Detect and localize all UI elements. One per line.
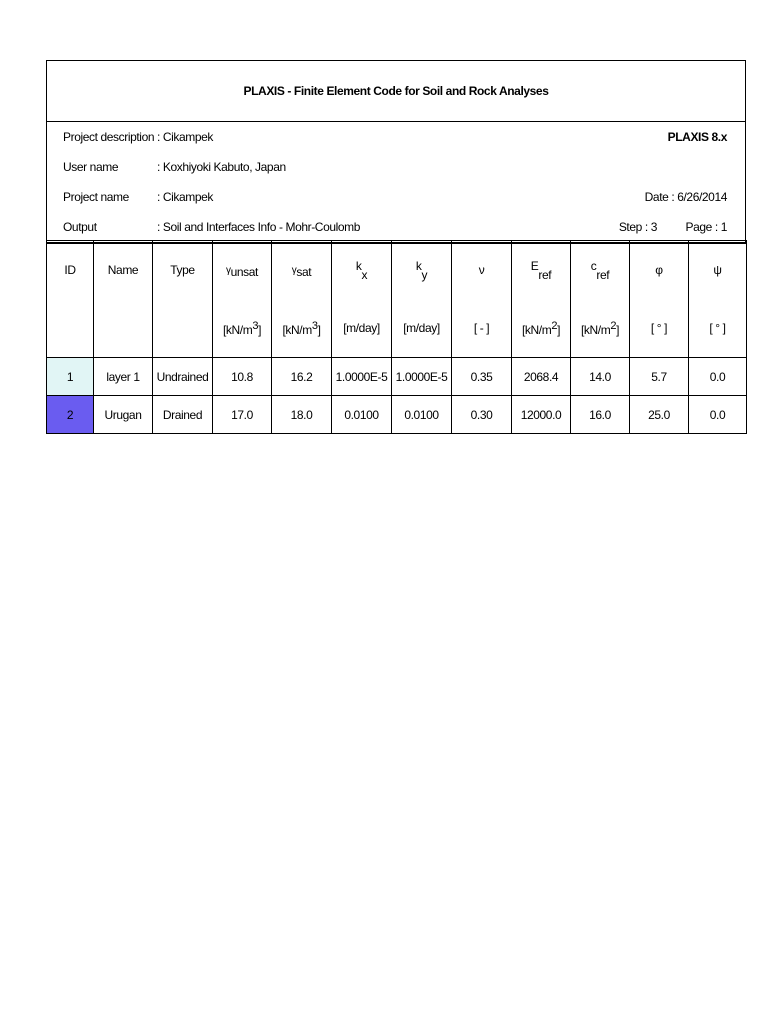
header-gamma-sat: γsat	[272, 241, 332, 300]
cell-id: 1	[47, 358, 94, 396]
report-date: Date : 6/26/2014	[644, 190, 727, 204]
info-value: : Koxhiyoki Kabuto, Japan	[157, 160, 286, 174]
cell-eref: 12000.0	[512, 396, 571, 434]
cell-cref: 14.0	[571, 358, 630, 396]
cell-ky: 1.0000E-5	[392, 358, 452, 396]
report-title: PLAXIS - Finite Element Code for Soil and Rock Analyses	[47, 61, 745, 122]
cell-gamma-sat: 18.0	[272, 396, 332, 434]
table-row	[47, 358, 747, 396]
info-label: Output	[63, 220, 97, 234]
header-type: Type	[153, 241, 213, 300]
plaxis-version: PLAXIS 8.x	[667, 130, 727, 144]
header-kx: kx	[332, 241, 392, 300]
cell-phi: 5.7	[630, 358, 689, 396]
report-step: Step : 3	[618, 220, 657, 234]
report-page: Page : 1	[685, 220, 727, 234]
info-project-description	[63, 128, 727, 146]
report-header	[46, 60, 746, 244]
cell-psi: 0.0	[689, 358, 747, 396]
unit-cref: [kN/m2]	[571, 299, 630, 358]
info-value: : Soil and Interfaces Info - Mohr-Coulomb	[157, 220, 361, 234]
info-user-name	[63, 158, 727, 176]
info-output	[63, 218, 727, 236]
unit-ky: [m/day]	[392, 299, 452, 358]
cell-psi: 0.0	[689, 396, 747, 434]
unit-eref: [kN/m2]	[512, 299, 571, 358]
cell-id: 2	[47, 396, 94, 434]
cell-eref: 2068.4	[512, 358, 571, 396]
unit-gamma-sat: [kN/m3]	[272, 299, 332, 358]
cell-type: Undrained	[153, 358, 213, 396]
unit-name	[94, 299, 153, 358]
header-nu: ν	[452, 241, 512, 300]
header-name: Name	[94, 241, 153, 300]
header-psi: ψ	[689, 241, 747, 300]
unit-phi: [ ° ]	[630, 299, 689, 358]
soil-properties-table	[46, 240, 747, 434]
info-label: User name	[63, 160, 119, 174]
cell-nu: 0.30	[452, 396, 512, 434]
info-project-name	[63, 188, 727, 206]
cell-gamma-unsat: 17.0	[213, 396, 272, 434]
cell-cref: 16.0	[571, 396, 630, 434]
unit-kx: [m/day]	[332, 299, 392, 358]
cell-gamma-sat: 16.2	[272, 358, 332, 396]
table-units-row	[47, 299, 747, 358]
table-header-row	[47, 241, 747, 300]
info-value: : Cikampek	[157, 130, 214, 144]
info-label: Project description	[63, 130, 155, 144]
cell-gamma-unsat: 10.8	[213, 358, 272, 396]
cell-nu: 0.35	[452, 358, 512, 396]
info-value: : Cikampek	[157, 190, 214, 204]
cell-kx: 0.0100	[332, 396, 392, 434]
cell-name: Urugan	[94, 396, 153, 434]
cell-ky: 0.0100	[392, 396, 452, 434]
unit-gamma-unsat: [kN/m3]	[213, 299, 272, 358]
unit-type	[153, 299, 213, 358]
project-info	[47, 122, 745, 243]
header-phi: φ	[630, 241, 689, 300]
header-gamma-unsat: γunsat	[213, 241, 272, 300]
cell-kx: 1.0000E-5	[332, 358, 392, 396]
header-cref: cref	[571, 241, 630, 300]
header-id: ID	[47, 241, 94, 300]
header-eref: Eref	[512, 241, 571, 300]
info-label: Project name	[63, 190, 129, 204]
unit-nu: [ - ]	[452, 299, 512, 358]
cell-phi: 25.0	[630, 396, 689, 434]
header-ky: ky	[392, 241, 452, 300]
cell-name: layer 1	[94, 358, 153, 396]
cell-type: Drained	[153, 396, 213, 434]
unit-id	[47, 299, 94, 358]
unit-psi: [ ° ]	[689, 299, 747, 358]
table-row	[47, 396, 747, 434]
